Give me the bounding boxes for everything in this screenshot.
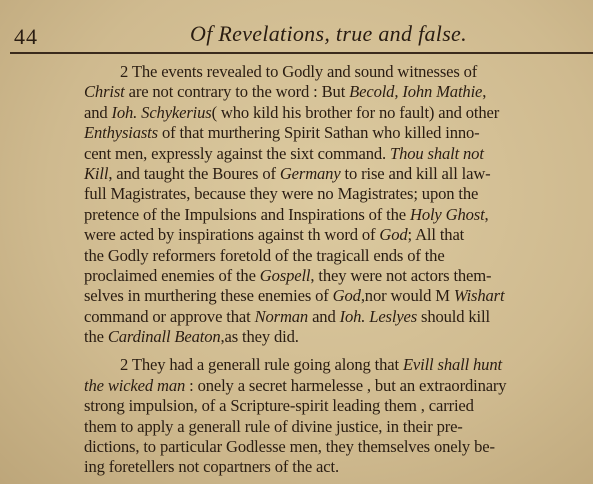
roman-text: 2 They had a generall rule going along that [120,355,403,375]
italic-text: Gospell [259,265,311,285]
italic-text: the wicked man [84,375,186,395]
roman-text: and [84,102,112,122]
roman-text: , they were not actors them- [310,265,492,285]
roman-text: them to apply a generall rule of divine justice, in their pre- [84,416,463,436]
roman-text: were acted by inspirations against th word of [84,225,380,245]
roman-text: ,as they did. [220,327,299,347]
roman-text: pretence of the Impulsions and Inspirations of the [84,204,410,224]
roman-text: full Magistrates, because they were no Magistrates; upon the [84,184,479,204]
italic-text: Ioh. Schykerius [111,102,212,122]
roman-text: , [482,82,487,102]
body-text [84,62,593,478]
roman-text: 2 The events revealed to Godly and sound witnesses of [120,62,478,81]
roman-text: cent men, expressly against the sixt command. [84,143,390,163]
roman-text: are not contrary to the word : But [124,82,350,102]
text-line [84,184,593,204]
roman-text: , and taught the Boures of [108,163,280,183]
text-line [84,376,593,396]
roman-text: ,nor would M [360,286,454,306]
text-line [84,82,593,102]
italic-text: Becold, Iohn Mathie [349,82,483,102]
italic-text: Evill shall hunt [402,355,502,375]
text-line [84,103,593,123]
text-line [84,307,593,327]
italic-text: Holy Ghost [409,204,485,224]
italic-text: Christ [84,82,125,102]
roman-text: should kill [417,306,490,326]
italic-text: Cardinall Beaton [107,327,221,347]
roman-text: ( who kild his brother for no fault) and other [211,102,500,122]
text-line [84,266,593,286]
roman-text: proclaimed enemies of the [84,265,260,285]
text-line [84,123,593,143]
page-number: 44 [14,24,38,49]
italic-text: Kill [84,163,109,183]
roman-text: the Godly reformers foretold of the tragicall ends of the [84,245,445,265]
roman-text: of that murthering Spirit Sathan who killed inno- [157,123,480,143]
text-line [84,164,593,184]
italic-text: Wishart [453,286,505,306]
roman-text: , [484,204,489,224]
text-line [84,396,593,416]
text-line [84,246,593,266]
header-rule [10,52,593,54]
text-line [84,457,593,477]
text-line [84,225,593,245]
italic-text: Ioh. Leslyes [339,306,418,326]
italic-text: God [379,225,408,245]
italic-text: Germany [279,163,341,183]
roman-text: : onely a secret harmelesse , but an extraordinary [185,375,507,395]
roman-text: and [308,306,340,326]
italic-text: Enthysiasts [84,123,158,143]
paragraph [84,62,593,347]
running-header [0,0,593,52]
running-title: Of Revelations, true and false. [190,21,467,46]
paragraph-gap [84,347,593,355]
roman-text: command or approve that [84,306,255,326]
text-line [84,355,593,375]
roman-text: selves in murthering these enemies of [84,286,333,306]
roman-text: strong impulsion, of a Scripture-spirit leading them , carried [84,396,474,416]
text-line [84,417,593,437]
italic-text: God [332,286,361,306]
text-line [84,327,593,347]
paragraph [84,355,593,477]
text-line [84,437,593,457]
italic-text: Norman [254,306,309,326]
text-line [84,144,593,164]
text-line [84,205,593,225]
roman-text: ; All that [407,225,465,245]
text-line [84,286,593,306]
roman-text: the [84,327,108,347]
text-line [84,62,593,82]
roman-text: ing foretellers not copartners of the act. [84,457,339,477]
italic-text: Thou shalt not [390,143,484,163]
roman-text: dictions, to particular Godlesse men, they themselves onely be- [84,437,495,457]
roman-text: to rise and kill all law- [340,163,491,183]
